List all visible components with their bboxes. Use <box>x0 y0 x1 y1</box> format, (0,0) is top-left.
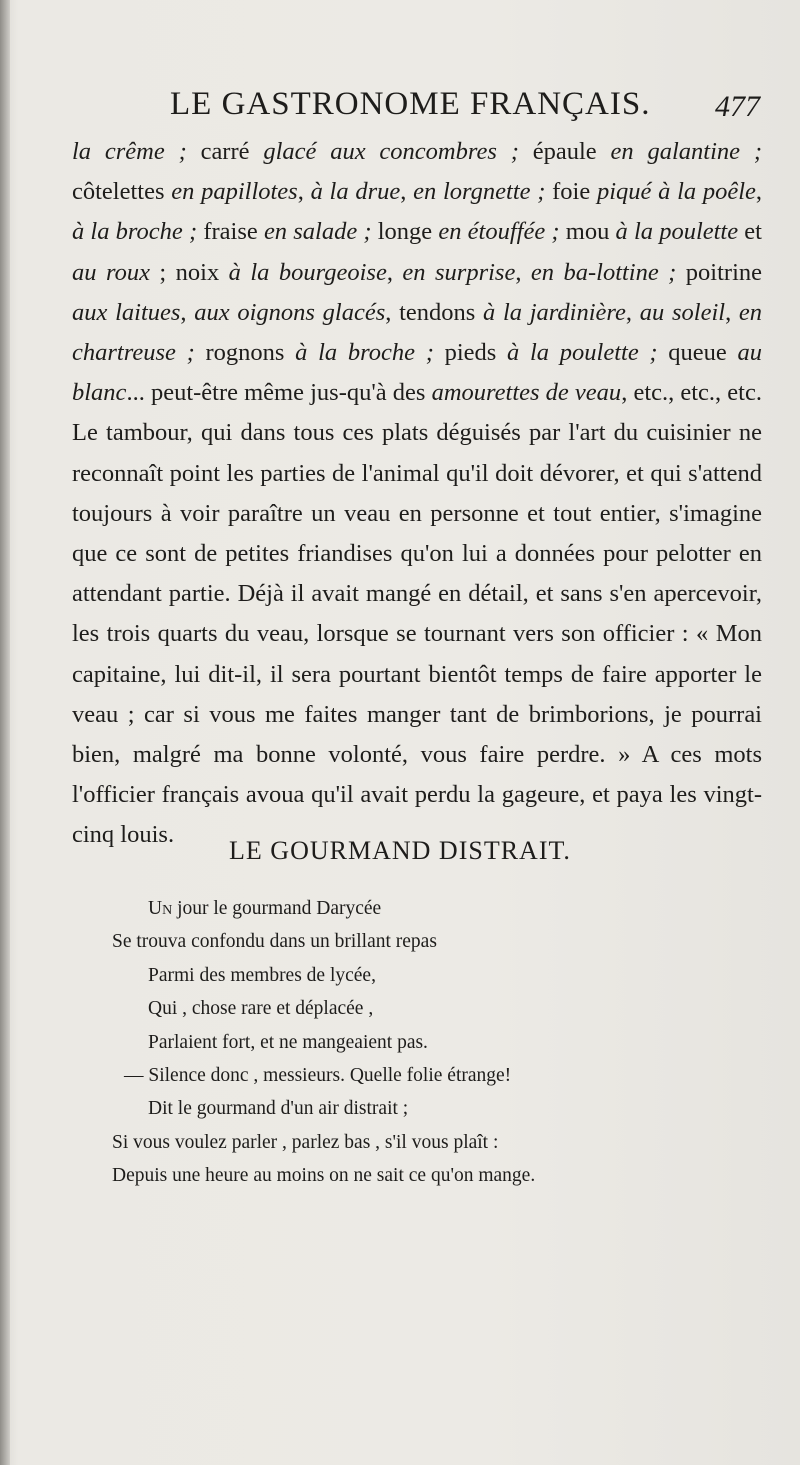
poem-line-5: Parlaient fort, et ne mangeaient pas. <box>148 1031 428 1053</box>
body-paragraph: la crême ; carré glacé aux concombres ; épaule en galantine ; côtelettes en papillotes, à la drue, en lorgnette ; foie piqué à la poêle, à la broche ; fraise en salade ; longe en étouffée ; mou à la poulette et au roux ; noix à la bourgeoise, en surprise, en ba-lottine ; poitrine aux laitues, aux oignons glacés, tendons à la jardinière, au soleil, en chartreuse ; rognons à la broche ; pieds à la poulette ; queue au blanc... peut-être même jus-qu'à des amourettes de veau, etc., etc., etc. Le tambour, qui dans tous ces plats déguisés par l'art du cuisinier ne reconnaît point les parties de l'animal qu'il doit dévorer, et qui s'attend toujours à voir paraître un veau en personne et tout entier, s'imagine que ce sont de petites friandises qu'on lui a données pour pelotter en attendant partie. Déjà il avait mangé en détail, et sans s'en apercevoir, les trois quarts du veau, lorsque se tournant vers son officier : « Mon capitaine, lui dit-il, il sera pourtant bientôt temps de faire apporter le veau ; car si vous me faites manger tant de brimborions, je pourrai bien, malgré ma bonne volonté, vous faire perdre. » A ces mots l'officier français avoua qu'il avait perdu la gageure, et paya les vingt-cinq louis. <box>72 138 763 849</box>
page-number: 477 <box>715 90 760 123</box>
poem-line-6: — Silence donc , messieurs. Quelle folie étrange! <box>124 1065 512 1087</box>
poem-first-word: Un <box>148 898 173 919</box>
poem-line-9: Depuis une heure au moins on ne sait ce qu'on mange. <box>112 1165 536 1187</box>
poem-line-7: Dit le gourmand d'un air distrait ; <box>148 1098 409 1120</box>
running-header <box>170 86 760 126</box>
poem-line-8: Si vous voulez parler , parlez bas , s'il vous plaît : <box>112 1131 499 1153</box>
section-title: LE GOURMAND DISTRAIT. <box>229 836 571 865</box>
book-spine-shadow <box>0 0 10 1465</box>
poem-line-4: Qui , chose rare et déplacée , <box>148 998 374 1020</box>
poem-line-3: Parmi des membres de lycée, <box>148 964 376 986</box>
poem-line-2: Se trouva confondu dans un brillant repas <box>112 931 437 953</box>
poem <box>112 892 752 1193</box>
poem-line-1: Un jour le gourmand Darycée <box>148 898 382 919</box>
running-title: LE GASTRONOME FRANÇAIS. <box>170 86 651 122</box>
